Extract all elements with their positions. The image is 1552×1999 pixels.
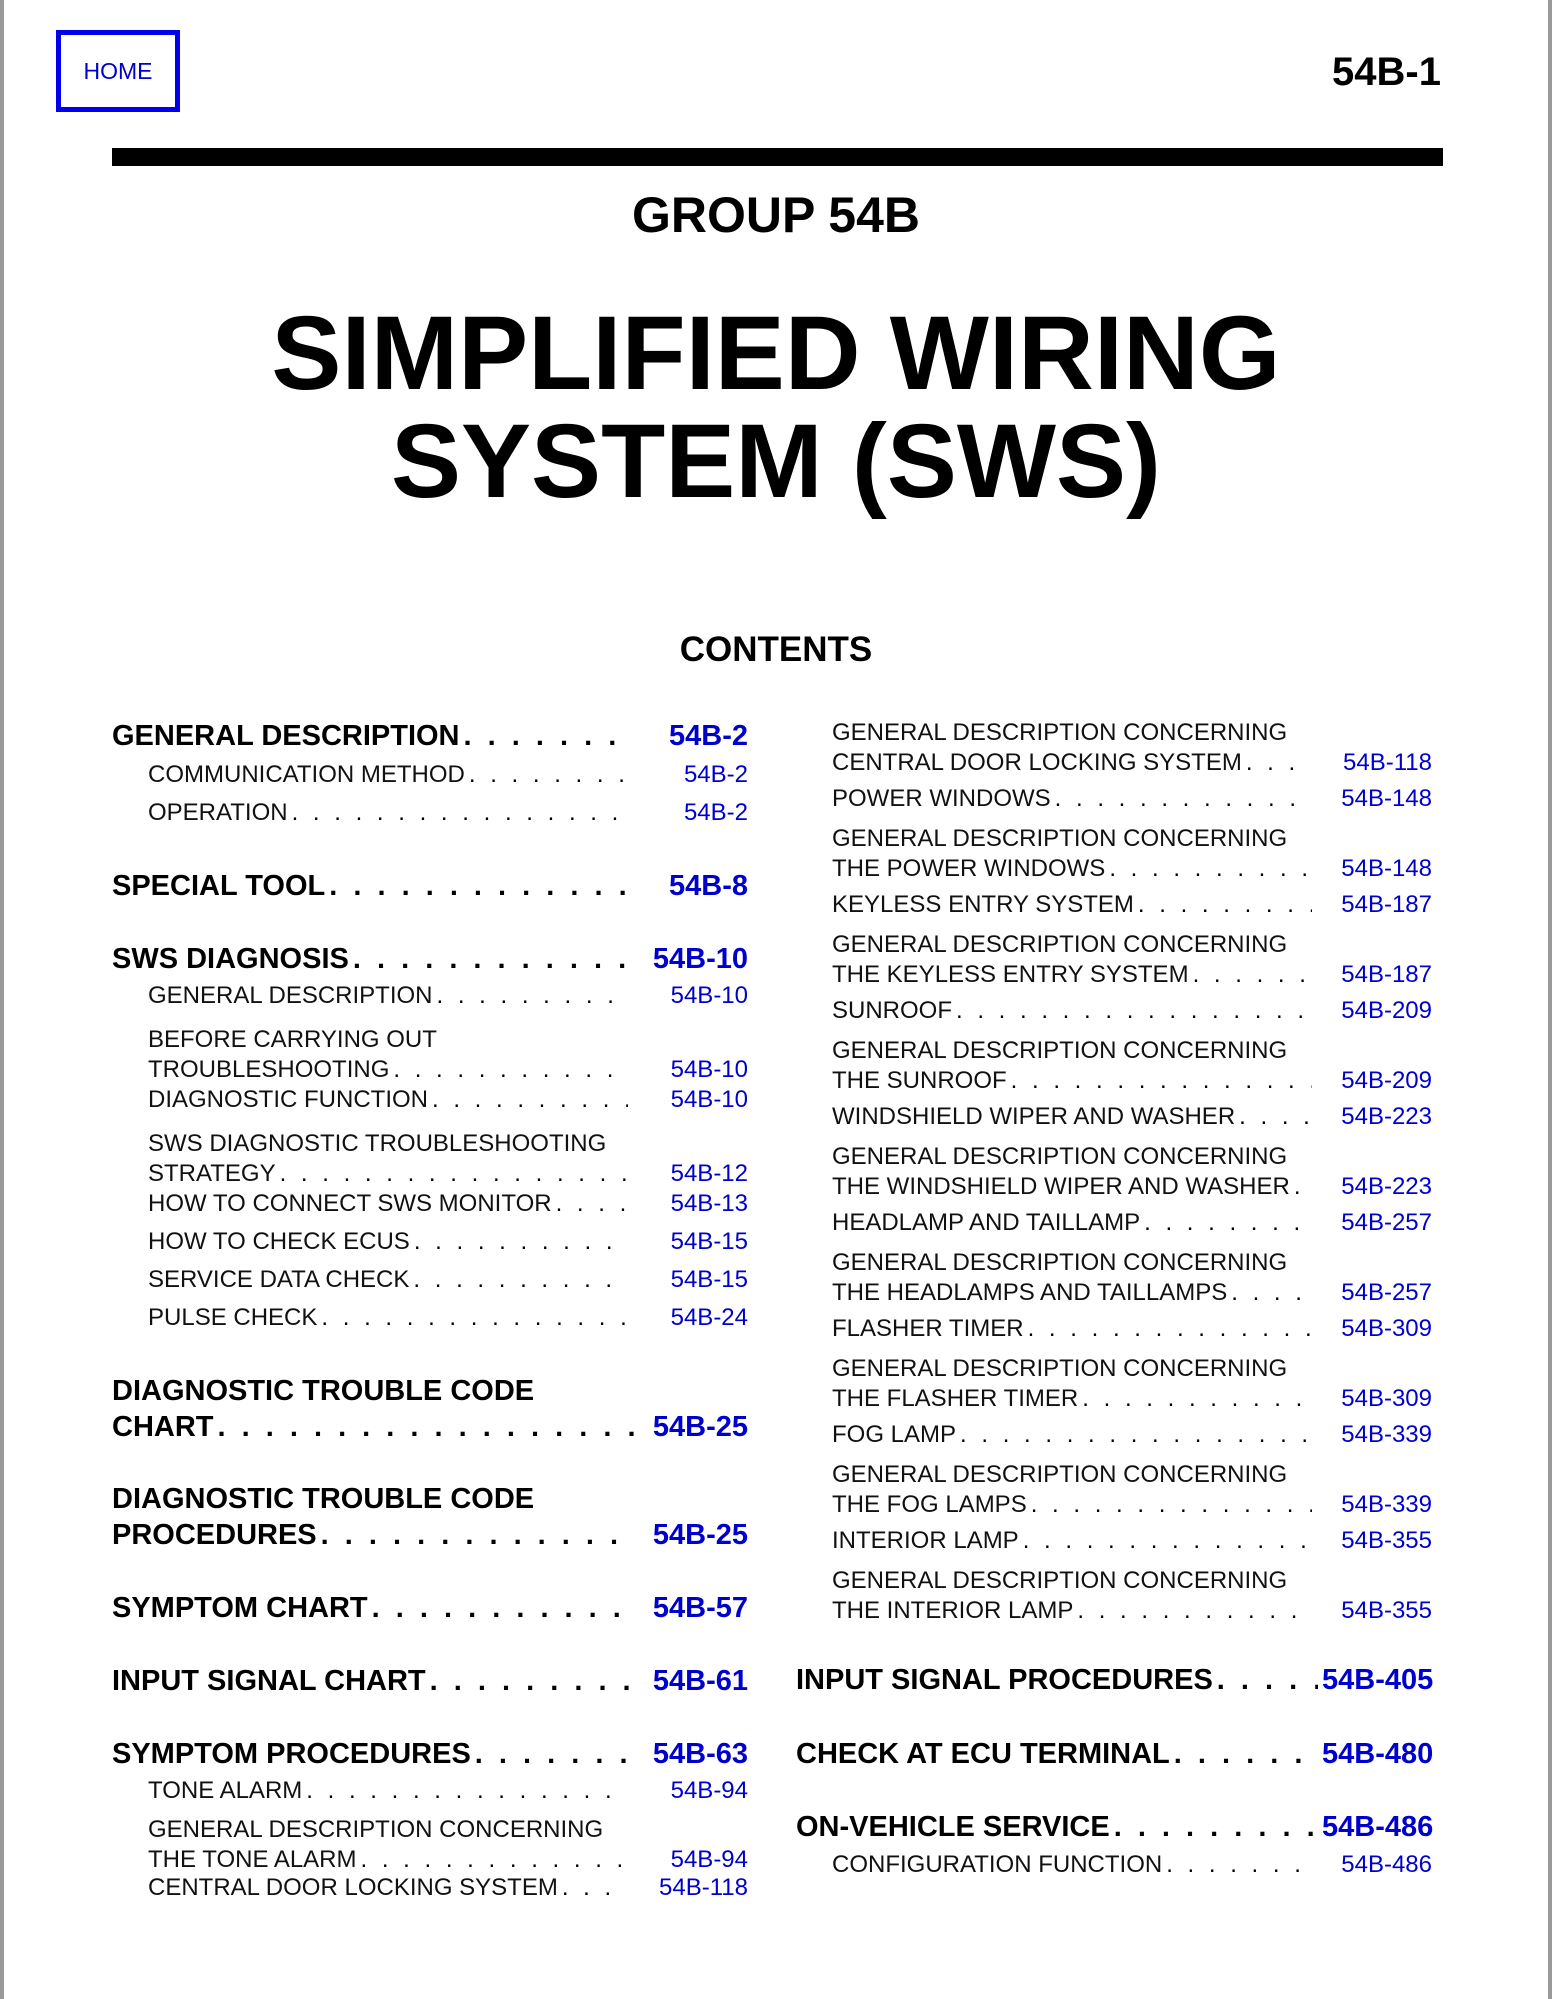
toc-leader-dots [1231, 1278, 1312, 1308]
toc-entry[interactable] [148, 981, 748, 1011]
toc-entry-row[interactable] [832, 1384, 1432, 1414]
toc-entry-label: SYMPTOM PROCEDURES [112, 1738, 471, 1770]
toc-entry-label-line1: GENERAL DESCRIPTION CONCERNING [832, 719, 1288, 746]
toc-entry-row[interactable] [112, 1663, 748, 1699]
page-title [0, 295, 1552, 520]
toc-entry-label: INTERIOR LAMP [832, 1527, 1019, 1554]
toc-leader-dots [556, 1189, 628, 1219]
toc-page-link[interactable]: 54B-223 [1341, 1103, 1432, 1130]
toc-entry-label: HEADLAMP AND TAILLAMP [832, 1209, 1141, 1236]
toc-entry-label: FLASHER TIMER [832, 1315, 1024, 1342]
toc-entry-label: DIAGNOSTIC FUNCTION [148, 1086, 428, 1113]
toc-entry[interactable] [148, 1129, 748, 1189]
toc-entry[interactable] [112, 868, 748, 904]
toc-leader-dots [414, 1227, 628, 1257]
toc-leader-dots [1114, 1809, 1318, 1845]
toc-leader-dots [956, 996, 1312, 1026]
toc-leader-dots [1031, 1490, 1312, 1520]
toc-leader-dots [361, 1845, 629, 1875]
toc-entry-row[interactable] [112, 718, 748, 754]
toc-page-link[interactable]: 54B-25 [652, 1519, 748, 1551]
toc-leader-dots [1144, 1208, 1312, 1238]
toc-entry-row[interactable] [148, 1085, 748, 1115]
toc-page-link[interactable]: 54B-94 [670, 1777, 748, 1804]
toc-entry-label: THE INTERIOR LAMP [832, 1597, 1074, 1624]
toc-page-link[interactable]: 54B-355 [1341, 1527, 1432, 1554]
toc-entry-row[interactable] [148, 1055, 748, 1085]
toc-entry-row[interactable] [148, 1189, 748, 1219]
toc-entry-row[interactable] [832, 960, 1432, 990]
toc-page-link[interactable]: 54B-10 [670, 982, 748, 1009]
toc-entry-label: THE HEADLAMPS AND TAILLAMPS [832, 1279, 1228, 1306]
toc-entry-label: CENTRAL DOOR LOCKING SYSTEM [148, 1874, 558, 1901]
toc-entry-row[interactable] [112, 1736, 748, 1772]
toc-page-link[interactable]: 54B-209 [1341, 1067, 1432, 1094]
toc-page-link[interactable]: 54B-61 [652, 1665, 748, 1697]
toc-entry[interactable] [832, 1142, 1432, 1202]
toc-page-link[interactable]: 54B-148 [1341, 785, 1432, 812]
toc-entry[interactable] [112, 1736, 748, 1772]
toc-entry-row[interactable] [112, 1590, 748, 1626]
toc-entry-row[interactable] [148, 798, 748, 828]
toc-entry-label: STRATEGY [148, 1160, 276, 1187]
toc-entry-label: HOW TO CONNECT SWS MONITOR [148, 1190, 552, 1217]
toc-entry-label: SPECIAL TOOL [112, 870, 326, 902]
toc-entry[interactable] [832, 1354, 1432, 1414]
toc-entry-row[interactable] [112, 1409, 748, 1445]
toc-leader-dots [1294, 1172, 1312, 1202]
toc-entry[interactable] [148, 760, 748, 790]
toc-entry-label: FOG LAMP [832, 1421, 957, 1448]
toc-entry-row[interactable] [832, 784, 1432, 814]
toc-entry[interactable] [148, 1815, 748, 1875]
toc-entry-row[interactable] [832, 1208, 1432, 1238]
toc-entry-row[interactable] [832, 1596, 1432, 1626]
toc-entry[interactable] [832, 1102, 1432, 1132]
toc-entry-label: SUNROOF [832, 997, 952, 1024]
toc-page-link[interactable]: 54B-12 [670, 1160, 748, 1187]
toc-entry[interactable] [148, 1873, 748, 1903]
toc-leader-dots [1011, 1066, 1312, 1096]
toc-page-link[interactable]: 54B-480 [1322, 1738, 1434, 1770]
toc-entry-row[interactable] [148, 1265, 748, 1295]
toc-leader-dots [321, 1517, 634, 1553]
toc-entry-label: OPERATION [148, 799, 288, 826]
toc-entry[interactable] [832, 824, 1432, 884]
toc-entry[interactable] [148, 1227, 748, 1257]
toc-leader-dots [437, 981, 629, 1011]
toc-leader-dots [1077, 1596, 1312, 1626]
toc-page-link[interactable]: 54B-223 [1341, 1173, 1432, 1200]
contents-heading: CONTENTS [679, 630, 873, 669]
toc-entry[interactable] [832, 1420, 1432, 1450]
toc-entry[interactable] [832, 1036, 1432, 1096]
toc-entry-label: WINDSHIELD WIPER AND WASHER [832, 1103, 1236, 1130]
toc-page-link[interactable]: 54B-405 [1322, 1664, 1434, 1696]
toc-page-link[interactable]: 54B-15 [670, 1228, 748, 1255]
toc-leader-dots [475, 1736, 634, 1772]
toc-entry-label-line1: SWS DIAGNOSTIC TROUBLESHOOTING [148, 1130, 607, 1157]
toc-leader-dots [280, 1159, 628, 1189]
toc-page-link[interactable]: 54B-339 [1341, 1491, 1432, 1518]
toc-leader-dots [430, 1663, 634, 1699]
toc-entry[interactable] [832, 1248, 1432, 1308]
toc-entry[interactable] [148, 1025, 748, 1085]
toc-entry[interactable] [148, 1265, 748, 1295]
toc-entry-label-line1: GENERAL DESCRIPTION CONCERNING [148, 1816, 604, 1843]
toc-leader-dots [1217, 1662, 1318, 1698]
toc-entry-row[interactable] [796, 1662, 1432, 1698]
toc-leader-dots [1028, 1314, 1312, 1344]
toc-page-link[interactable]: 54B-118 [1343, 749, 1432, 776]
toc-page-link[interactable]: 54B-15 [670, 1266, 748, 1293]
toc-entry-row[interactable] [148, 981, 748, 1011]
toc-entry[interactable] [832, 1208, 1432, 1238]
toc-page-link[interactable]: 54B-2 [683, 761, 748, 788]
toc-page-link[interactable]: 54B-2 [669, 720, 748, 752]
toc-entry-label: TROUBLESHOOTING [148, 1056, 390, 1083]
toc-entry[interactable] [112, 1663, 748, 1699]
toc-entry[interactable] [148, 1189, 748, 1219]
toc-page-link[interactable]: 54B-63 [652, 1738, 748, 1770]
toc-leader-dots [321, 1303, 628, 1333]
toc-entry[interactable] [832, 890, 1432, 920]
toc-entry-label-line1: GENERAL DESCRIPTION CONCERNING [832, 931, 1288, 958]
toc-entry[interactable] [148, 798, 748, 828]
toc-page-link[interactable]: 54B-57 [652, 1592, 748, 1624]
toc-entry-row[interactable] [832, 854, 1432, 884]
toc-entry-label-line1: DIAGNOSTIC TROUBLE CODE [112, 1375, 535, 1407]
toc-entry-row[interactable] [112, 1517, 748, 1553]
toc-entry-row[interactable] [832, 1066, 1432, 1096]
toc-entry[interactable] [832, 1314, 1432, 1344]
toc-leader-dots [372, 1590, 634, 1626]
toc-entry[interactable] [832, 930, 1432, 990]
toc-leader-dots [464, 718, 634, 754]
toc-page-link[interactable]: 54B-24 [670, 1304, 748, 1331]
toc-leader-dots [306, 1776, 628, 1806]
toc-page-link[interactable]: 54B-187 [1341, 891, 1432, 918]
toc-page-link[interactable]: 54B-25 [652, 1411, 748, 1443]
toc-entry-label: KEYLESS ENTRY SYSTEM [832, 891, 1134, 918]
toc-entry-label: SERVICE DATA CHECK [148, 1266, 410, 1293]
toc-page-link[interactable]: 54B-257 [1341, 1209, 1432, 1236]
toc-entry-row[interactable] [832, 1490, 1432, 1520]
toc-leader-dots [292, 798, 628, 828]
toc-leader-dots [562, 1873, 628, 1903]
toc-leader-dots [1023, 1526, 1312, 1556]
toc-leader-dots [353, 941, 634, 977]
toc-entry-row[interactable] [832, 748, 1432, 778]
toc-entry-row[interactable] [832, 890, 1432, 920]
toc-entry-label: PROCEDURES [112, 1519, 317, 1551]
toc-entry-row[interactable] [148, 1873, 748, 1903]
toc-entry-label: INPUT SIGNAL PROCEDURES [796, 1664, 1213, 1696]
toc-page-link[interactable]: 54B-2 [683, 799, 748, 826]
toc-entry[interactable] [112, 718, 748, 754]
toc-entry-label-line1: BEFORE CARRYING OUT [148, 1026, 437, 1053]
toc-leader-dots [1109, 854, 1312, 884]
toc-page-link[interactable]: 54B-10 [670, 1056, 748, 1083]
toc-entry-row[interactable] [832, 1420, 1432, 1450]
toc-entry-label: THE FLASHER TIMER [832, 1385, 1079, 1412]
toc-entry-label-line1: GENERAL DESCRIPTION CONCERNING [832, 1037, 1288, 1064]
toc-entry-label: COMMUNICATION METHOD [148, 761, 465, 788]
toc-page-link[interactable]: 54B-486 [1341, 1851, 1432, 1878]
toc-entry-label: CHART [112, 1411, 214, 1443]
toc-entry-label: THE SUNROOF [832, 1067, 1007, 1094]
page-number: 54B-1 [1332, 50, 1441, 94]
toc-entry[interactable] [832, 718, 1432, 778]
toc-entry-label-line1: DIAGNOSTIC TROUBLE CODE [112, 1483, 535, 1515]
toc-entry[interactable] [832, 1566, 1432, 1626]
toc-leader-dots [413, 1265, 628, 1295]
toc-entry-label: TONE ALARM [148, 1777, 303, 1804]
toc-page-link[interactable]: 54B-148 [1341, 855, 1432, 882]
toc-leader-dots [1082, 1384, 1312, 1414]
toc-page-link[interactable]: 54B-486 [1322, 1811, 1434, 1843]
toc-entry-label-line1: GENERAL DESCRIPTION CONCERNING [832, 825, 1288, 852]
home-button[interactable]: HOME [56, 30, 180, 112]
toc-entry[interactable] [112, 1590, 748, 1626]
toc-entry-label: GENERAL DESCRIPTION [112, 720, 460, 752]
toc-page-link[interactable]: 54B-10 [670, 1086, 748, 1113]
toc-entry-label-line1: GENERAL DESCRIPTION CONCERNING [832, 1567, 1288, 1594]
toc-entry[interactable] [148, 1776, 748, 1806]
toc-entry[interactable] [832, 784, 1432, 814]
toc-entry[interactable] [832, 996, 1432, 1026]
toc-entry[interactable] [796, 1809, 1432, 1845]
toc-leader-dots [432, 1085, 628, 1115]
toc-entry-row[interactable] [112, 941, 748, 977]
toc-page-link[interactable]: 54B-309 [1341, 1315, 1432, 1342]
toc-page-link[interactable]: 54B-8 [669, 870, 748, 902]
title-line-2: SYSTEM (SWS) [390, 403, 1162, 520]
toc-entry[interactable] [832, 1526, 1432, 1556]
toc-page-link[interactable]: 54B-118 [659, 1874, 748, 1901]
toc-entry-label: POWER WINDOWS [832, 785, 1051, 812]
toc-entry-label-line1: GENERAL DESCRIPTION CONCERNING [832, 1355, 1288, 1382]
toc-entry-label: GENERAL DESCRIPTION [148, 982, 433, 1009]
toc-page-link[interactable]: 54B-309 [1341, 1385, 1432, 1412]
toc-leader-dots [1174, 1736, 1318, 1772]
toc-entry-row[interactable] [796, 1736, 1432, 1772]
toc-leader-dots [218, 1409, 635, 1445]
toc-entry-label: THE WINDSHIELD WIPER AND WASHER [832, 1173, 1290, 1200]
toc-entry-label: PULSE CHECK [148, 1304, 318, 1331]
toc-entry-row[interactable] [832, 1314, 1432, 1344]
toc-entry[interactable] [832, 1850, 1432, 1880]
toc-entry-label: ON-VEHICLE SERVICE [796, 1811, 1110, 1843]
header-rule [112, 148, 1443, 166]
toc-entry-row[interactable] [832, 1278, 1432, 1308]
toc-page-link[interactable]: 54B-94 [670, 1846, 748, 1873]
title-line-1: SIMPLIFIED WIRING [271, 295, 1281, 412]
toc-entry[interactable] [148, 1303, 748, 1333]
toc-entry-row[interactable] [832, 1850, 1432, 1880]
toc-entry-row[interactable] [832, 1172, 1432, 1202]
group-heading: GROUP 54B [631, 187, 921, 243]
toc-entry-label: CENTRAL DOOR LOCKING SYSTEM [832, 749, 1242, 776]
toc-entry[interactable] [796, 1662, 1432, 1698]
toc-entry-row[interactable] [796, 1809, 1432, 1845]
toc-leader-dots [393, 1055, 628, 1085]
toc-entry-row[interactable] [148, 1303, 748, 1333]
toc-leader-dots [1193, 960, 1312, 990]
toc-entry[interactable] [796, 1736, 1432, 1772]
toc-entry-label: THE POWER WINDOWS [832, 855, 1106, 882]
toc-entry-row[interactable] [832, 1102, 1432, 1132]
toc-entry-row[interactable] [112, 868, 748, 904]
toc-page-link[interactable]: 54B-355 [1341, 1597, 1432, 1624]
toc-entry-label: THE TONE ALARM [148, 1846, 357, 1873]
toc-entry[interactable] [112, 941, 748, 977]
toc-entry-row[interactable] [832, 1526, 1432, 1556]
toc-entry-label-line1: GENERAL DESCRIPTION CONCERNING [832, 1461, 1288, 1488]
toc-entry[interactable] [832, 1460, 1432, 1520]
toc-leader-dots [1166, 1850, 1312, 1880]
toc-entry-row[interactable] [148, 1227, 748, 1257]
toc-entry-label: HOW TO CHECK ECUS [148, 1228, 410, 1255]
toc-entry-row[interactable] [148, 1845, 748, 1875]
toc-entry[interactable] [148, 1085, 748, 1115]
toc-page-link[interactable]: 54B-13 [670, 1190, 748, 1217]
toc-entry-row[interactable] [148, 760, 748, 790]
toc-entry-label: SYMPTOM CHART [112, 1592, 368, 1624]
toc-leader-dots [960, 1420, 1312, 1450]
toc-page-link[interactable]: 54B-257 [1341, 1279, 1432, 1306]
toc-leader-dots [1246, 748, 1312, 778]
toc-entry[interactable] [112, 1481, 748, 1553]
toc-leader-dots [469, 760, 628, 790]
toc-entry-row[interactable] [832, 996, 1432, 1026]
toc-page-link[interactable]: 54B-10 [652, 943, 748, 975]
toc-entry-label-line1: GENERAL DESCRIPTION CONCERNING [832, 1143, 1288, 1170]
toc-page-link[interactable]: 54B-339 [1341, 1421, 1432, 1448]
toc-entry-label: CHECK AT ECU TERMINAL [796, 1738, 1170, 1770]
toc-entry-label: SWS DIAGNOSIS [112, 943, 349, 975]
toc-entry-label: THE KEYLESS ENTRY SYSTEM [832, 961, 1189, 988]
toc-leader-dots [1055, 784, 1312, 814]
toc-entry-row[interactable] [148, 1159, 748, 1189]
toc-leader-dots [329, 868, 634, 904]
toc-leader-dots [1138, 890, 1312, 920]
toc-leader-dots [1239, 1102, 1312, 1132]
toc-entry-label: INPUT SIGNAL CHART [112, 1665, 426, 1697]
toc-entry[interactable] [112, 1373, 748, 1445]
toc-entry-label: CONFIGURATION FUNCTION [832, 1851, 1163, 1878]
toc-page-link[interactable]: 54B-209 [1341, 997, 1432, 1024]
toc-entry-label-line1: GENERAL DESCRIPTION CONCERNING [832, 1249, 1288, 1276]
toc-page-link[interactable]: 54B-187 [1341, 961, 1432, 988]
toc-entry-row[interactable] [148, 1776, 748, 1806]
toc-entry-label: THE FOG LAMPS [832, 1491, 1027, 1518]
